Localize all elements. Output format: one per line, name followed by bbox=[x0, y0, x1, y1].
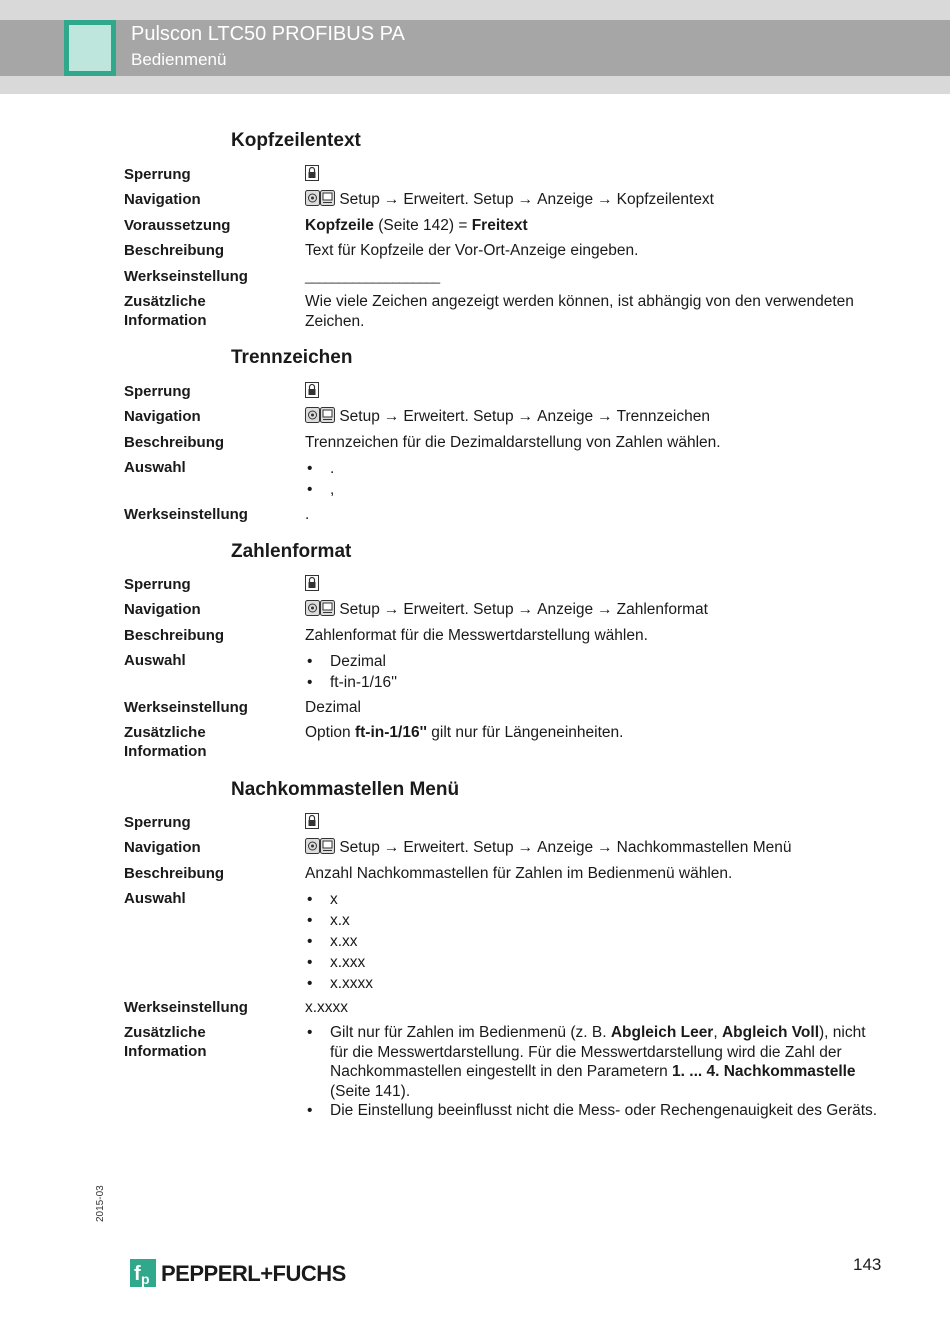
arrow-icon: → bbox=[383, 601, 400, 618]
lock-icon bbox=[305, 813, 319, 835]
header-logo-square bbox=[64, 20, 116, 76]
label-werkseinstellung: Werkseinstellung bbox=[124, 999, 248, 1016]
svg-text:p: p bbox=[141, 1271, 150, 1287]
nav-step: Anzeige bbox=[537, 839, 594, 856]
list-item: • ft-in-1/16'' bbox=[305, 672, 880, 693]
document-title: Pulscon LTC50 PROFIBUS PA bbox=[131, 23, 405, 45]
label-werkseinstellung: Werkseinstellung bbox=[124, 506, 248, 523]
label-beschreibung: Beschreibung bbox=[124, 865, 225, 882]
section-title-nachkommastellen: Nachkommastellen Menü bbox=[231, 779, 460, 800]
lock-icon bbox=[305, 165, 319, 187]
arrow-icon: → bbox=[517, 408, 534, 425]
label-sperrung: Sperrung bbox=[124, 166, 191, 183]
header-logo-inner bbox=[69, 25, 111, 71]
auswahl-list bbox=[305, 889, 880, 994]
navigation-path bbox=[305, 407, 880, 429]
list-item: • , bbox=[305, 479, 880, 500]
beschreibung-value: Zahlenformat für die Messwertdarstellung wählen. bbox=[305, 627, 648, 644]
nav-step: Anzeige bbox=[537, 601, 594, 618]
label-sperrung: Sperrung bbox=[124, 814, 191, 831]
edition-date: 2015-03 bbox=[95, 1185, 106, 1222]
arrow-icon: → bbox=[597, 601, 613, 618]
label-werkseinstellung: Werkseinstellung bbox=[124, 699, 248, 716]
voraussetzung-value: Kopfzeile (Seite 142) = Freitext bbox=[305, 217, 528, 234]
label-beschreibung: Beschreibung bbox=[124, 434, 225, 451]
nav-step: Zahlenformat bbox=[616, 601, 708, 618]
nav-step: Nachkommastellen Menü bbox=[616, 839, 792, 856]
nav-step: Erweitert. Setup bbox=[403, 191, 514, 208]
beschreibung-value: Trennzeichen für die Dezimaldarstellung von Zahlen wählen. bbox=[305, 434, 721, 451]
section-title-zahlenformat: Zahlenformat bbox=[231, 541, 352, 562]
list-item: • x.xxxx bbox=[305, 973, 880, 994]
label-zusatz: Zusätzliche Information bbox=[124, 1024, 207, 1060]
label-beschreibung: Beschreibung bbox=[124, 627, 225, 644]
list-item: • Die Einstellung beeinflusst nicht die Mess- oder Rechengenauigkeit des Geräts. bbox=[305, 1101, 880, 1121]
page-number: 143 bbox=[853, 1255, 882, 1274]
navigation-path bbox=[305, 838, 880, 860]
nav-step: Erweitert. Setup bbox=[403, 601, 514, 618]
brand-mark-icon bbox=[130, 1259, 156, 1287]
list-item: • x.xxx bbox=[305, 952, 880, 973]
werkseinstellung-value: . bbox=[305, 506, 310, 523]
beschreibung-value: Anzahl Nachkommastellen für Zahlen im Bedienmenü wählen. bbox=[305, 865, 733, 882]
list-item: • x bbox=[305, 889, 880, 910]
nav-step: Setup bbox=[339, 839, 380, 856]
list-item: • . bbox=[305, 458, 880, 479]
label-zusatz: Zusätzliche Information bbox=[124, 724, 207, 760]
brand-name: PEPPERL+FUCHS bbox=[161, 1261, 346, 1286]
document-subtitle: Bedienmenü bbox=[131, 50, 227, 69]
arrow-icon: → bbox=[517, 601, 534, 618]
nav-step: Setup bbox=[339, 601, 380, 618]
nav-step: Erweitert. Setup bbox=[403, 408, 514, 425]
navigation-keys-icon bbox=[305, 190, 335, 212]
section-title-kopfzeilentext: Kopfzeilentext bbox=[231, 130, 361, 151]
werkseinstellung-value: x.xxxx bbox=[305, 999, 349, 1016]
auswahl-list bbox=[305, 651, 880, 693]
arrow-icon: → bbox=[383, 839, 400, 856]
auswahl-list bbox=[305, 458, 880, 500]
nav-step: Setup bbox=[339, 191, 380, 208]
arrow-icon: → bbox=[383, 408, 400, 425]
werkseinstellung-value: Dezimal bbox=[305, 699, 361, 716]
label-werkseinstellung: Werkseinstellung bbox=[124, 268, 248, 285]
arrow-icon: → bbox=[597, 839, 613, 856]
svg-text:f: f bbox=[134, 1263, 141, 1285]
werkseinstellung-value: ____________________ bbox=[305, 269, 440, 284]
label-sperrung: Sperrung bbox=[124, 576, 191, 593]
arrow-icon: → bbox=[383, 191, 400, 208]
nav-step: Anzeige bbox=[537, 408, 594, 425]
lock-icon bbox=[305, 575, 319, 597]
arrow-icon: → bbox=[517, 191, 534, 208]
list-item: • x.x bbox=[305, 910, 880, 931]
zusatz-list bbox=[305, 1023, 880, 1121]
nav-step: Kopfzeilentext bbox=[616, 191, 714, 208]
label-sperrung: Sperrung bbox=[124, 383, 191, 400]
section-title-trennzeichen: Trennzeichen bbox=[231, 347, 353, 368]
label-navigation: Navigation bbox=[124, 191, 201, 208]
nav-step: Erweitert. Setup bbox=[403, 839, 514, 856]
lock-icon bbox=[305, 382, 319, 404]
zusatz-value: Wie viele Zeichen angezeigt werden können, ist abhängig von den verwendeten Zeichen. bbox=[305, 293, 854, 330]
nav-step: Setup bbox=[339, 408, 380, 425]
label-auswahl: Auswahl bbox=[124, 459, 186, 476]
label-navigation: Navigation bbox=[124, 839, 201, 856]
zusatz-value: Option ft-in-1/16'' gilt nur für Längeneinheiten. bbox=[305, 724, 624, 741]
nav-step: Trennzeichen bbox=[616, 408, 710, 425]
navigation-path bbox=[305, 190, 880, 212]
arrow-icon: → bbox=[597, 408, 613, 425]
label-auswahl: Auswahl bbox=[124, 652, 186, 669]
label-beschreibung: Beschreibung bbox=[124, 242, 225, 259]
label-navigation: Navigation bbox=[124, 408, 201, 425]
navigation-keys-icon bbox=[305, 600, 335, 622]
navigation-keys-icon bbox=[305, 838, 335, 860]
label-auswahl: Auswahl bbox=[124, 890, 186, 907]
list-item: • x.xx bbox=[305, 931, 880, 952]
arrow-icon: → bbox=[517, 839, 534, 856]
navigation-keys-icon bbox=[305, 407, 335, 429]
beschreibung-value: Text für Kopfzeile der Vor-Ort-Anzeige eingeben. bbox=[305, 242, 639, 259]
nav-step: Anzeige bbox=[537, 191, 594, 208]
label-zusatz: Zusätzliche Information bbox=[124, 293, 207, 329]
navigation-path bbox=[305, 600, 880, 622]
label-navigation: Navigation bbox=[124, 601, 201, 618]
list-item: • Dezimal bbox=[305, 651, 880, 672]
list-item: • Gilt nur für Zahlen im Bedienmenü (z. B. Abgleich Leer, Abgleich Voll), nicht für die Messwertdarstellung. Für die Messwertdarstellung wird die Zahl der Nachkommastellen eingestellt in den Parametern 1. ... 4. Nachkommastelle (Seite 141). bbox=[305, 1023, 880, 1101]
label-voraussetzung: Voraussetzung bbox=[124, 217, 231, 234]
arrow-icon: → bbox=[597, 191, 613, 208]
